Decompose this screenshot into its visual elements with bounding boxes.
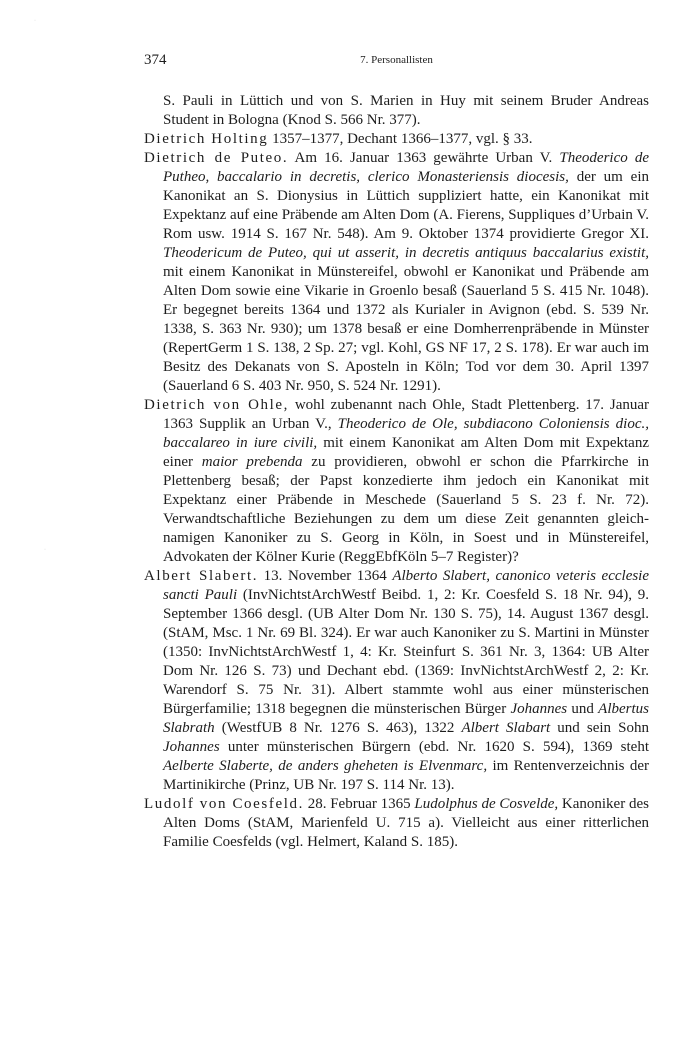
italic-quote: maior prebenda <box>201 454 303 470</box>
page-body <box>144 92 649 852</box>
italic-quote: Theoderico de Putheo, baccalario in decretis, clerico Monasteriensis diocesis, <box>163 150 649 185</box>
entry-dietrich-von-ohle <box>144 396 649 567</box>
entry-text: wohl zubenannt nach Ohle, Stadt Plettenberg. 17. Januar 1363 Supplik an Urban V., <box>163 397 650 432</box>
entry-text: der um ein Kanonikat an S. Dionysius in Lüttich suppliziert hatte, ein Kanonikat mit Expektanz auf eine Präbende am Alten Dom (A. Fierens, Suppliques d’Urbain V. Rom usw. 1914 S. 167 Nr. 548). Am 9. Oktober 1374 providierte Gregor XI. <box>163 169 650 242</box>
entry-text: unter münsterischen Bürgern (ebd. Nr. 1620 S. 594), 1369 steht <box>219 739 649 755</box>
entry-ludolf-von-coesfeld <box>144 795 649 852</box>
italic-quote: Albertus Slabrath <box>163 701 650 736</box>
italic-quote: Albert Slabart <box>461 720 551 736</box>
margin-mark: · <box>34 18 36 24</box>
page-number: 374 <box>144 52 167 68</box>
entry-text: und <box>567 701 599 717</box>
running-head: 7. Personallisten <box>360 54 433 66</box>
entry-name: Albert Slabert. <box>144 568 259 584</box>
entry-text: 13. November 1364 <box>263 568 393 584</box>
entry-name: Dietrich Holting <box>144 131 269 147</box>
margin-mark: · <box>44 547 46 553</box>
entry-dietrich-de-puteo <box>144 149 649 396</box>
entry-text: 28. Februar 1365 <box>307 796 415 812</box>
entry-text: S. Pauli in Lüttich und von S. Marien in Huy mit seinem Bruder Andreas Student in Bologna (Knod S. 566 Nr. 377). <box>163 93 649 128</box>
entry-continuation <box>144 92 649 130</box>
entry-text: 1357–1377, Dechant 1366–1377, vgl. § 33. <box>268 131 533 147</box>
entry-name: Ludolf von Coesfeld. <box>144 796 304 812</box>
entry-name: Dietrich von Ohle, <box>144 397 290 413</box>
italic-quote: Ludolphus de Cosvelde, <box>414 796 559 812</box>
entry-text: im Rentenverzeichnis der Martinikirche (Prinz, UB Nr. 197 S. 114 Nr. 13). <box>163 758 649 793</box>
entry-name: Dietrich de Puteo. <box>144 150 289 166</box>
entry-text: mit einem Kanonikat in Münstereifel, obwohl er Kanonikat und Präbende am Alten Dom sowie eine Vikarie in Groenlo besaß (Sauerland 5 S. 415 Nr. 1048). Er begegnet bereits 1364 und 1372 als Kurialer in Avignon (ebd. S. 539 Nr. 1338, S. 363 Nr. 930); um 1378 besaß er eine Domherrenpräbende in Münster (RepertGerm 1 S. 138, 2 Sp. 27; vgl. Kohl, GS NF 17, 2 S. 178). Er war auch im Besitz des Dekanats von S. Aposteln in Köln; Tod vor dem 30. April 1397 (Sauerland 6 S. 403 Nr. 950, S. 524 Nr. 1291). <box>163 264 649 394</box>
italic-quote: Johannes <box>510 701 568 717</box>
entry-dietrich-holting <box>144 130 649 149</box>
entry-text: Kanoniker des Alten Doms (StAM, Marienfeld U. 715 a). Vielleicht aus einer ritterlichen Familie Coesfelds (vgl. Helmert, Kaland S. 185). <box>163 796 649 850</box>
italic-quote: Alberto Slabert, canonico veteris ecclesie sancti Pauli <box>163 568 650 603</box>
entry-text: mit einem Kanonikat am Alten Dom mit Expektanz einer <box>163 435 649 470</box>
italic-quote: Johannes <box>163 739 220 755</box>
entry-text: (WestfUB 8 Nr. 1276 S. 463), 1322 <box>214 720 462 736</box>
entry-albert-slabert <box>144 567 649 795</box>
italic-quote: Theoderico de Ole, subdiacono Coloniensis dioc., baccalareo in iure civili, <box>163 416 650 451</box>
entry-text: Am 16. Januar 1363 gewährte Urban V. <box>294 150 560 166</box>
entry-text: zu providieren, obwohl er schon die Pfarrkirche in Plettenberg besaß; der Papst konzedierte ihm jedoch ein Kanonikat mit Expektanz einer Präbende in Meschede (Sauerland 5 S. 23 f. Nr. 72). Verwandtschaftliche Beziehungen zu dem um diese Zeit genannten gleichnamigen Kanoniker zu S. Georg in Köln, in Soest und in Münstereifel, Advokaten der Kölner Kurie (ReggEbfKöln 5–7 Register)? <box>163 454 650 565</box>
entry-text: (InvNichtstArchWestf Beibd. 1, 2: Kr. Coesfeld S. 18 Nr. 94), 9. September 1366 desgl. (UB Alter Dom Nr. 130 S. 75), 14. August 1367 desgl. (StAM, Msc. 1 Nr. 69 Bl. 324). Er war auch Kanoniker zu S. Martini in Münster (1350: InvNichtstArchWestf 1, 4: Kr. Steinfurt S. 361 Nr. 3, 1364: UB Alter Dom Nr. 126 S. 73) und Dechant ebd. (1369: InvNichtstArchWestf 2, 2: Kr. Warendorf S. 75 Nr. 31). Albert stammte wohl aus einer münsterischen Bürgerfamilie; 1318 begegnen die münsterischen Bürger <box>163 587 649 717</box>
italic-quote: Aelberte Slaberte, de anders gheheten is Elvenmarc, <box>163 758 488 774</box>
entry-text: und sein Sohn <box>550 720 649 736</box>
italic-quote: Theodericum de Puteo, qui ut asserit, in decretis antiquus baccalarius existit, <box>163 245 649 261</box>
page-header <box>144 52 649 72</box>
